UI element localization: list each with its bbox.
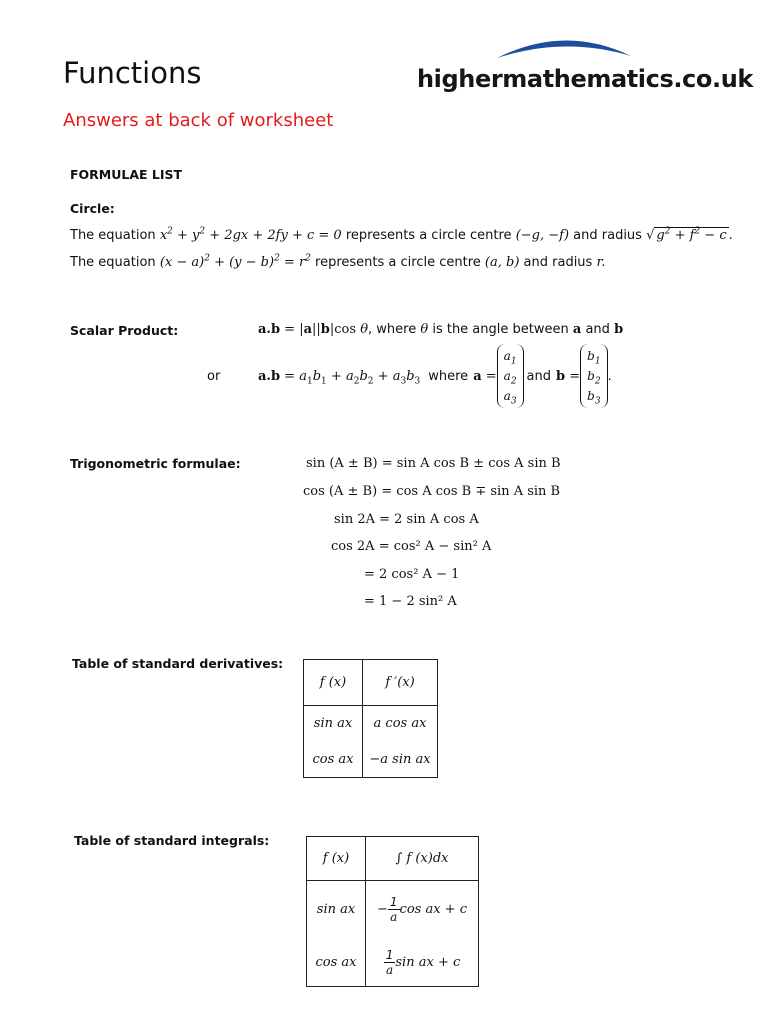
integrals-col-fx: f (x) [307,837,366,881]
trig-line-5: = 2 cos² A − 1 [364,567,460,582]
derivatives-col-fprime: f ′(x) [363,660,438,706]
table-row [307,939,479,987]
table-row [304,742,438,778]
derivatives-row2-fprime: −a sin ax [363,742,438,778]
scalar-product-line-1 [258,322,623,337]
page-title: Functions [63,56,202,90]
answers-note: Answers at back of worksheet [63,110,334,131]
circle-line1-and: and radius [573,228,642,243]
trig-line-4: cos 2A = cos² A − sin² A [331,539,492,554]
derivatives-table [303,659,438,778]
fraction-one-over-a: $\frac{1}{a}$ [385,947,394,977]
trig-line-1: sin (A ± B) = sin A cos B ± cos A sin B [306,456,561,471]
scalar-line1-and: and [585,322,610,337]
vector-a-component-2: $a_2$ [503,369,517,387]
vector-a-bold: a [572,322,582,337]
scalar-where-2: where [428,368,469,384]
integrals-row1-sign: − [377,902,388,918]
vector-b-bold: b [614,322,624,337]
circle-line2-radius: r. [596,255,606,270]
derivatives-row2-f: cos ax [304,742,363,778]
circle-line1-mid: represents a circle centre [345,228,512,243]
table-row [307,881,479,939]
integrals-row2-f: cos ax [307,939,366,987]
scalar-line1-rest: is the angle between [432,322,569,337]
theta-symbol: θ [420,322,429,337]
or-label: or [207,369,221,384]
circle-line2-prefix: The equation [70,255,156,270]
circle-radius-formula: √ $g^2 + f^2 - c$ . [646,226,733,243]
vector-b-equals: b = [556,368,581,384]
trig-line-6: = 1 − 2 sin² A [364,594,457,609]
integrals-row1-integral [366,881,479,939]
circle-line2-centre: (a, b) [484,255,520,270]
vector-b-component-1: $b_1$ [587,349,601,367]
scalar-def-formula: a.b = |a||b|cos θ [258,322,369,337]
derivatives-col-fx: f (x) [304,660,363,706]
vector-a-equals: a = [473,368,497,384]
circle-general-equation: $x^2 + y^2 + 2gx + 2fy + c = 0$ [159,226,342,243]
integrals-heading: Table of standard integrals: [74,833,270,848]
integrals-row1-f: sin ax [307,881,366,939]
derivatives-row1-fprime: a cos ax [363,706,438,742]
table-row [304,706,438,742]
trig-heading: Trigonometric formulae: [70,456,241,471]
vector-b-component-3: $b_3$ [587,389,601,407]
circle-line1-centre: (−g, −f) [515,228,570,243]
formulae-list-heading: FORMULAE LIST [70,167,183,182]
circle-line-1 [70,227,733,243]
circle-line1-prefix: The equation [70,228,156,243]
vector-a-component-1: $a_1$ [503,349,517,367]
integrals-col-integral: ∫ f (x)dx [366,837,479,881]
integrals-header-row [307,837,479,881]
integrals-row2-integral [366,939,479,987]
derivatives-header-row [304,660,438,706]
integrals-row1-rest: cos ax + c [399,902,467,918]
logo-arc-icon [495,30,635,64]
trig-line-3: sin 2A = 2 sin A cos A [334,512,479,527]
trig-line-2: cos (A ± B) = cos A cos B ∓ sin A sin B [303,484,561,499]
circle-line2-mid: represents a circle centre [315,255,481,270]
vector-a-column [497,344,524,408]
vector-b-component-2: $b_2$ [587,369,601,387]
circle-standard-equation: $(x - a)^2 + (y - b)^2 = r^2$ [159,253,311,270]
derivatives-heading: Table of standard derivatives: [72,656,284,671]
integrals-table [306,836,479,987]
vector-b-column [580,344,607,408]
circle-heading: Circle: [70,201,115,216]
fraction-one-over-a: $\frac{1}{a}$ [389,895,398,925]
scalar-product-heading: Scalar Product: [70,323,179,338]
site-logo-text: highermathematics.co.uk [417,65,753,93]
integrals-row2-rest: sin ax + c [395,954,461,970]
scalar-where: , where [368,322,417,337]
scalar-component-formula: $a.b = a_1b_1 + a_2b_2 + a_3b_3$ [258,368,421,387]
scalar-product-line-2 [258,345,612,407]
circle-line-2 [70,255,605,270]
scalar-end-period: . [607,368,612,384]
derivatives-row1-f: sin ax [304,706,363,742]
circle-line2-and: and radius [523,255,593,270]
scalar-and-2: and [526,368,552,384]
vector-a-component-3: $a_3$ [503,389,517,407]
